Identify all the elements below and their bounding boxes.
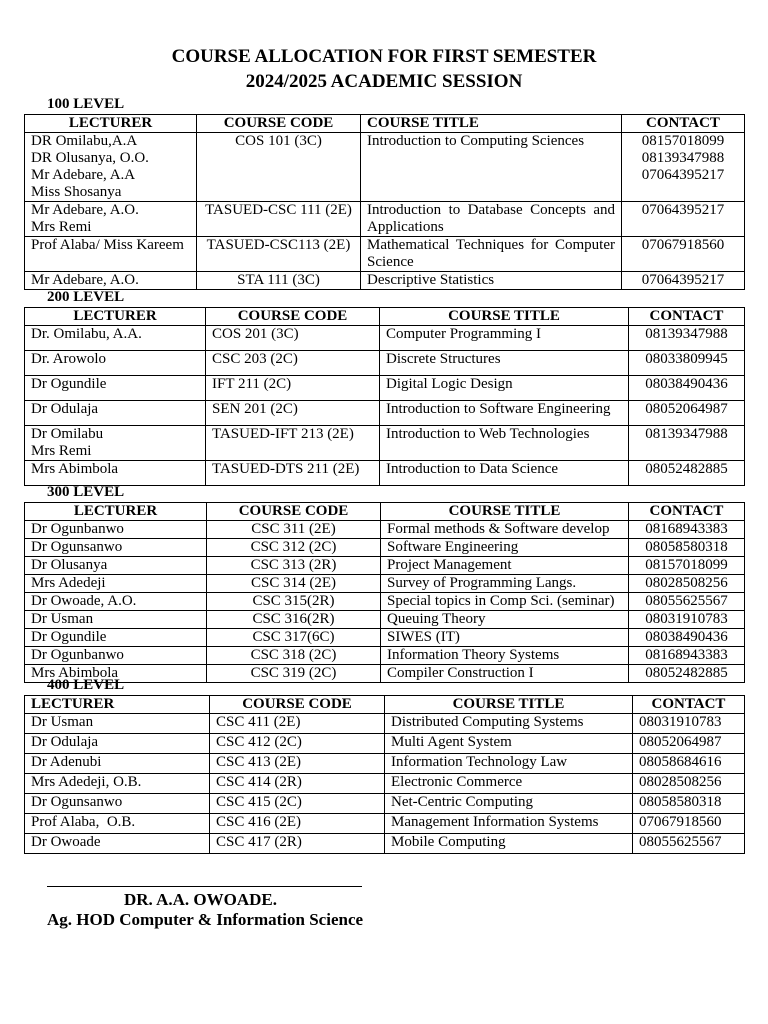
cell-course-title: Electronic Commerce (385, 774, 633, 794)
cell-course-title: Management Information Systems (385, 814, 633, 834)
cell-contact: 08028508256 (633, 774, 745, 794)
cell-course-title: Compiler Construction I (381, 665, 629, 683)
header-course-code: COURSE CODE (210, 696, 385, 714)
cell-course-code: CSC 314 (2E) (207, 575, 381, 593)
header-lecturer: LECTURER (25, 308, 206, 326)
table-header-row (25, 503, 745, 521)
cell-lecturer: Mrs Abimbola (25, 461, 206, 486)
cell-contact: 08031910783 (633, 714, 745, 734)
cell-contact: 07064395217 (622, 202, 745, 237)
cell-lecturer: Dr Ogunbanwo (25, 647, 207, 665)
header-lecturer: LECTURER (25, 696, 210, 714)
cell-lecturer: Dr Omilabu Mrs Remi (25, 426, 206, 461)
cell-course-title: Introduction to Software Engineering (380, 401, 629, 426)
cell-contact: 08157018099 08139347988 07064395217 (622, 133, 745, 202)
cell-course-title: Multi Agent System (385, 734, 633, 754)
cell-course-code: CSC 417 (2R) (210, 834, 385, 854)
table-row (25, 237, 745, 272)
cell-course-title: Information Theory Systems (381, 647, 629, 665)
cell-course-code: IFT 211 (2C) (206, 376, 380, 401)
cell-contact: 08038490436 (629, 376, 745, 401)
table-row (25, 272, 745, 290)
cell-lecturer: Prof Alaba, O.B. (25, 814, 210, 834)
cell-course-code: CSC 317(6C) (207, 629, 381, 647)
cell-course-title: Introduction to Database Concepts and Applications (361, 202, 622, 237)
cell-lecturer: Dr Ogunsanwo (25, 794, 210, 814)
cell-course-code: COS 101 (3C) (197, 133, 361, 202)
cell-contact: 08168943383 (629, 647, 745, 665)
cell-lecturer: Dr Usman (25, 714, 210, 734)
cell-course-title: Formal methods & Software develop (381, 521, 629, 539)
cell-contact: 08055625567 (633, 834, 745, 854)
cell-lecturer: Dr Ogunsanwo (25, 539, 207, 557)
cell-course-code: TASUED-CSC 111 (2E) (197, 202, 361, 237)
level-label-100: 100 LEVEL (47, 96, 125, 112)
cell-course-code: CSC 319 (2C) (207, 665, 381, 683)
header-contact: CONTACT (629, 503, 745, 521)
cell-lecturer: Mrs Adedeji, O.B. (25, 774, 210, 794)
cell-course-code: CSC 313 (2R) (207, 557, 381, 575)
cell-contact: 08058580318 (629, 539, 745, 557)
cell-contact: 07067918560 (622, 237, 745, 272)
table-row (25, 326, 745, 351)
level-label-200: 200 LEVEL (47, 289, 125, 305)
cell-contact: 08058684616 (633, 754, 745, 774)
cell-course-code: TASUED-DTS 211 (2E) (206, 461, 380, 486)
cell-course-title: Computer Programming I (380, 326, 629, 351)
cell-course-code: CSC 203 (2C) (206, 351, 380, 376)
cell-lecturer: Dr Odulaja (25, 401, 206, 426)
cell-course-title: Introduction to Data Science (380, 461, 629, 486)
cell-contact: 08052064987 (633, 734, 745, 754)
table-row (25, 665, 745, 683)
table-row (25, 376, 745, 401)
cell-lecturer: Dr Ogunbanwo (25, 521, 207, 539)
cell-course-code: CSC 315(2R) (207, 593, 381, 611)
table-row (25, 133, 745, 202)
header-course-code: COURSE CODE (197, 115, 361, 133)
cell-course-title: Queuing Theory (381, 611, 629, 629)
table-row (25, 734, 745, 754)
cell-course-code: TASUED-IFT 213 (2E) (206, 426, 380, 461)
cell-contact: 08031910783 (629, 611, 745, 629)
cell-lecturer: Mrs Abimbola (25, 665, 207, 683)
cell-contact: 08139347988 (629, 326, 745, 351)
table-header-row (25, 115, 745, 133)
table-row (25, 593, 745, 611)
cell-course-code: SEN 201 (2C) (206, 401, 380, 426)
cell-course-code: CSC 311 (2E) (207, 521, 381, 539)
cell-course-title: Introduction to Computing Sciences (361, 133, 622, 202)
cell-course-title: Mobile Computing (385, 834, 633, 854)
table-header-row (25, 308, 745, 326)
cell-course-code: COS 201 (3C) (206, 326, 380, 351)
table-row (25, 794, 745, 814)
cell-course-code: CSC 318 (2C) (207, 647, 381, 665)
course-table-200-level (24, 307, 745, 486)
header-contact: CONTACT (622, 115, 745, 133)
cell-lecturer: Dr Ogundile (25, 629, 207, 647)
table-row (25, 401, 745, 426)
cell-contact: 08052064987 (629, 401, 745, 426)
cell-course-title: Digital Logic Design (380, 376, 629, 401)
cell-lecturer: Mrs Adedeji (25, 575, 207, 593)
header-contact: CONTACT (629, 308, 745, 326)
table-row (25, 426, 745, 461)
cell-contact: 08139347988 (629, 426, 745, 461)
table-row (25, 351, 745, 376)
cell-lecturer: DR Omilabu,A.A DR Olusanya, O.O. Mr Adebare, A.A Miss Shosanya (25, 133, 197, 202)
table-row (25, 814, 745, 834)
level-label-300: 300 LEVEL (47, 484, 125, 500)
document-title: COURSE ALLOCATION FOR FIRST SEMESTER (171, 46, 597, 67)
cell-contact: 08168943383 (629, 521, 745, 539)
header-lecturer: LECTURER (25, 503, 207, 521)
table-row (25, 629, 745, 647)
cell-lecturer: Dr Owoade (25, 834, 210, 854)
cell-lecturer: Dr Odulaja (25, 734, 210, 754)
cell-course-title: Software Engineering (381, 539, 629, 557)
course-table-300-level (24, 502, 745, 683)
header-course-title: COURSE TITLE (381, 503, 629, 521)
cell-course-title: Net-Centric Computing (385, 794, 633, 814)
cell-contact: 08157018099 (629, 557, 745, 575)
cell-lecturer: Dr. Arowolo (25, 351, 206, 376)
cell-lecturer: Dr Ogundile (25, 376, 206, 401)
cell-course-code: CSC 412 (2C) (210, 734, 385, 754)
cell-contact: 07067918560 (633, 814, 745, 834)
signature-line (47, 886, 362, 887)
course-table-100-level (24, 114, 745, 290)
cell-course-code: STA 111 (3C) (197, 272, 361, 290)
table-row (25, 774, 745, 794)
cell-contact: 08028508256 (629, 575, 745, 593)
header-lecturer: LECTURER (25, 115, 197, 133)
cell-course-code: CSC 415 (2C) (210, 794, 385, 814)
table-row (25, 575, 745, 593)
header-contact: CONTACT (633, 696, 745, 714)
cell-lecturer: Mr Adebare, A.O. (25, 272, 197, 290)
cell-course-code: CSC 411 (2E) (210, 714, 385, 734)
cell-lecturer: Mr Adebare, A.O. Mrs Remi (25, 202, 197, 237)
cell-contact: 08052482885 (629, 461, 745, 486)
cell-course-title: Survey of Programming Langs. (381, 575, 629, 593)
session-title: 2024/2025 ACADEMIC SESSION (245, 71, 523, 92)
cell-lecturer: Prof Alaba/ Miss Kareem (25, 237, 197, 272)
cell-lecturer: Dr Owoade, A.O. (25, 593, 207, 611)
signatory-position: Ag. HOD Computer & Information Science (47, 910, 364, 929)
signatory-name: DR. A.A. OWOADE. (124, 890, 278, 909)
table-row (25, 539, 745, 557)
cell-contact: 08052482885 (629, 665, 745, 683)
cell-course-code: CSC 316(2R) (207, 611, 381, 629)
table-row (25, 461, 745, 486)
cell-course-title: Special topics in Comp Sci. (seminar) (381, 593, 629, 611)
cell-contact: 07064395217 (622, 272, 745, 290)
header-course-title: COURSE TITLE (380, 308, 629, 326)
cell-course-code: TASUED-CSC113 (2E) (197, 237, 361, 272)
cell-course-title: Discrete Structures (380, 351, 629, 376)
table-row (25, 611, 745, 629)
level-label-400: 400 LEVEL (47, 677, 125, 693)
cell-course-code: CSC 312 (2C) (207, 539, 381, 557)
cell-course-code: CSC 414 (2R) (210, 774, 385, 794)
table-row (25, 834, 745, 854)
header-course-code: COURSE CODE (207, 503, 381, 521)
table-row (25, 521, 745, 539)
cell-contact: 08033809945 (629, 351, 745, 376)
cell-course-title: Distributed Computing Systems (385, 714, 633, 734)
cell-course-code: CSC 413 (2E) (210, 754, 385, 774)
course-table-400-level (24, 695, 745, 854)
cell-course-title: Mathematical Techniques for Computer Science (361, 237, 622, 272)
cell-course-title: SIWES (IT) (381, 629, 629, 647)
header-course-title: COURSE TITLE (385, 696, 633, 714)
cell-contact: 08058580318 (633, 794, 745, 814)
table-row (25, 754, 745, 774)
table-row (25, 714, 745, 734)
cell-lecturer: Dr Adenubi (25, 754, 210, 774)
header-course-code: COURSE CODE (206, 308, 380, 326)
table-header-row (25, 696, 745, 714)
table-row (25, 202, 745, 237)
cell-lecturer: Dr. Omilabu, A.A. (25, 326, 206, 351)
header-course-title: COURSE TITLE (361, 115, 622, 133)
table-row (25, 647, 745, 665)
cell-lecturer: Dr Olusanya (25, 557, 207, 575)
cell-course-code: CSC 416 (2E) (210, 814, 385, 834)
cell-course-title: Project Management (381, 557, 629, 575)
cell-contact: 08038490436 (629, 629, 745, 647)
table-row (25, 557, 745, 575)
cell-course-title: Introduction to Web Technologies (380, 426, 629, 461)
cell-lecturer: Dr Usman (25, 611, 207, 629)
cell-contact: 08055625567 (629, 593, 745, 611)
cell-course-title: Information Technology Law (385, 754, 633, 774)
cell-course-title: Descriptive Statistics (361, 272, 622, 290)
